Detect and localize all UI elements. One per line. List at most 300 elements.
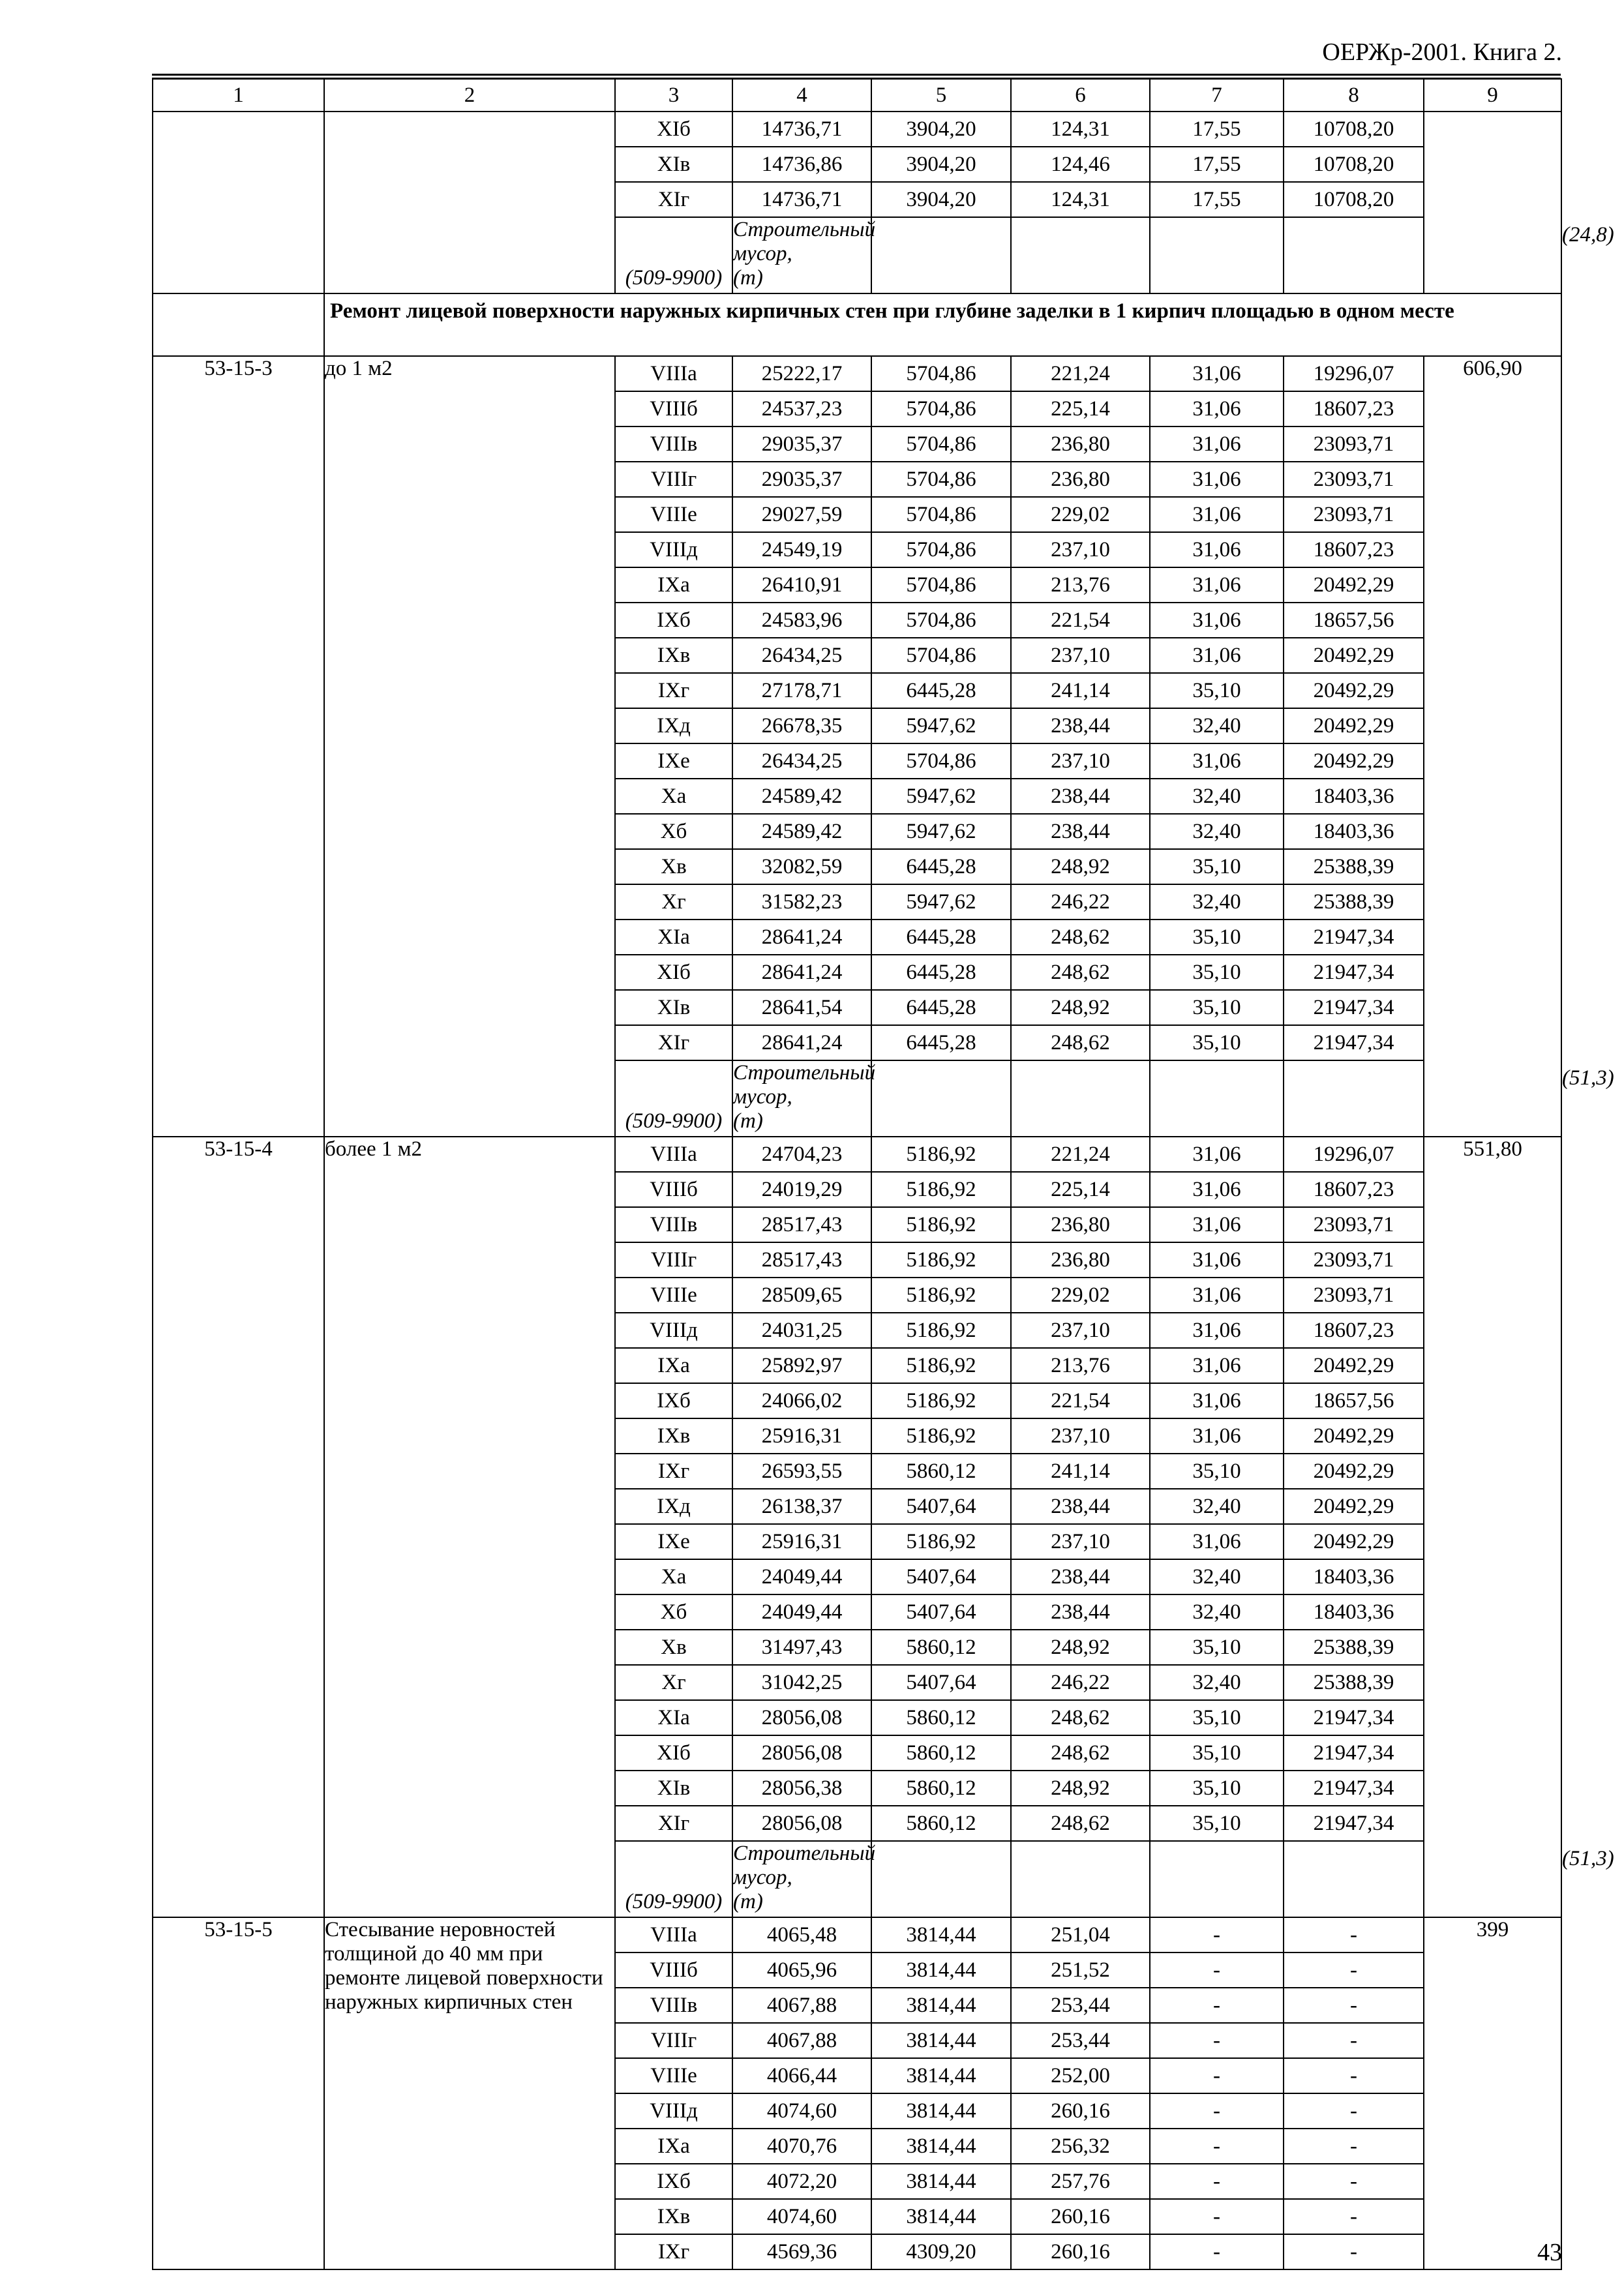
materials-cell: 21947,34 <box>1284 1700 1424 1735</box>
rate-code-cell <box>153 112 324 293</box>
materials-cell: 18403,36 <box>1284 814 1424 849</box>
machine-cost-cell: 221,24 <box>1011 1137 1150 1172</box>
rate-class-cell: VIIIг <box>615 2023 732 2058</box>
rate-class-cell: Xг <box>615 1665 732 1700</box>
wages-cell: 5186,92 <box>871 1172 1011 1207</box>
materials-cell: 23093,71 <box>1284 497 1424 532</box>
work-description-cell: до 1 м2 <box>324 356 615 1137</box>
rate-class-cell: IXе <box>615 1524 732 1559</box>
total-cost-cell: 4066,44 <box>732 2058 871 2093</box>
materials-cell: 20492,29 <box>1284 567 1424 603</box>
materials-cell: 18403,36 <box>1284 779 1424 814</box>
debris-code: (509-9900) <box>615 1841 732 1917</box>
machinist-wages-cell: 31,06 <box>1150 426 1284 462</box>
machine-cost-cell: 248,92 <box>1011 1630 1150 1665</box>
machinist-wages-cell: 32,40 <box>1150 1559 1284 1594</box>
rate-class-cell: IXа <box>615 2129 732 2164</box>
machinist-wages-cell: 35,10 <box>1150 849 1284 884</box>
rate-class-cell: XIв <box>615 147 732 182</box>
total-cost-cell: 24589,42 <box>732 814 871 849</box>
wages-cell: 5704,86 <box>871 638 1011 673</box>
total-cost-cell: 25916,31 <box>732 1418 871 1454</box>
rate-class-cell: IXг <box>615 2234 732 2269</box>
total-cost-cell: 24583,96 <box>732 603 871 638</box>
rate-class-cell: Xб <box>615 814 732 849</box>
machine-cost-cell: 238,44 <box>1011 814 1150 849</box>
total-cost-cell: 4065,48 <box>732 1917 871 1952</box>
total-cost-cell: 14736,71 <box>732 112 871 147</box>
work-description-cell: более 1 м2 <box>324 1137 615 1917</box>
rate-class-cell: IXг <box>615 673 732 708</box>
machine-cost-cell: 248,62 <box>1011 1806 1150 1841</box>
wages-cell: 5704,86 <box>871 532 1011 567</box>
wages-cell: 5407,64 <box>871 1559 1011 1594</box>
machine-cost-cell: 236,80 <box>1011 1207 1150 1242</box>
total-cost-cell: 24019,29 <box>732 1172 871 1207</box>
machinist-wages-cell: 35,10 <box>1150 1700 1284 1735</box>
wages-cell: 3814,44 <box>871 1988 1011 2023</box>
debris-label <box>732 1060 876 1137</box>
rate-class-cell: VIIIе <box>615 497 732 532</box>
rate-class-cell: VIIIд <box>615 2093 732 2129</box>
materials-cell: 20492,29 <box>1284 1489 1424 1524</box>
rate-class-cell: XIа <box>615 920 732 955</box>
machine-cost-cell: 252,00 <box>1011 2058 1150 2093</box>
rate-class-cell: VIIIд <box>615 532 732 567</box>
rate-class-cell: XIа <box>615 1700 732 1735</box>
wages-cell: 4309,20 <box>871 2234 1011 2269</box>
total-cost-cell: 26434,25 <box>732 743 871 779</box>
wages-cell: 3814,44 <box>871 2058 1011 2093</box>
work-description-cell: Стесывание неровностей толщиной до 40 мм при ремонте лицевой поверхности наружных кирпичных стен <box>324 1917 615 2269</box>
rate-class-cell: IXв <box>615 2199 732 2234</box>
empty-cell <box>1284 1841 1424 1917</box>
wages-cell: 5947,62 <box>871 708 1011 743</box>
materials-cell: 21947,34 <box>1284 1735 1424 1771</box>
machinist-wages-cell: 31,06 <box>1150 1278 1284 1313</box>
rate-class-cell: VIIIд <box>615 1313 732 1348</box>
machinist-wages-cell: 31,06 <box>1150 1348 1284 1383</box>
total-cost-cell: 26593,55 <box>732 1454 871 1489</box>
wages-cell: 3814,44 <box>871 2093 1011 2129</box>
wages-cell: 5704,86 <box>871 567 1011 603</box>
machine-cost-cell: 213,76 <box>1011 1348 1150 1383</box>
rate-class-cell: Xв <box>615 849 732 884</box>
column-number: 2 <box>324 79 615 112</box>
materials-cell: - <box>1284 2129 1424 2164</box>
rate-class-cell: VIIIа <box>615 1917 732 1952</box>
materials-cell: 10708,20 <box>1284 182 1424 217</box>
total-cost-cell: 26410,91 <box>732 567 871 603</box>
rate-class-cell: IXб <box>615 2164 732 2199</box>
machinist-wages-cell: 31,06 <box>1150 356 1284 391</box>
total-cost-cell: 14736,71 <box>732 182 871 217</box>
machine-cost-cell: 248,62 <box>1011 1025 1150 1060</box>
machinist-wages-cell: 35,10 <box>1150 1806 1284 1841</box>
column-number: 7 <box>1150 79 1284 112</box>
wages-cell: 5860,12 <box>871 1630 1011 1665</box>
rate-class-cell: IXд <box>615 708 732 743</box>
wages-cell: 3814,44 <box>871 2129 1011 2164</box>
wages-cell: 3814,44 <box>871 2164 1011 2199</box>
materials-cell: 25388,39 <box>1284 884 1424 920</box>
machinist-wages-cell: - <box>1150 2234 1284 2269</box>
materials-cell: 25388,39 <box>1284 1665 1424 1700</box>
rate-class-cell: XIг <box>615 182 732 217</box>
rate-class-cell: IXв <box>615 638 732 673</box>
machinist-wages-cell: 35,10 <box>1150 673 1284 708</box>
machine-cost-cell: 238,44 <box>1011 1594 1150 1630</box>
materials-cell: 23093,71 <box>1284 1242 1424 1278</box>
machine-cost-cell: 238,44 <box>1011 1559 1150 1594</box>
total-cost-cell: 14736,86 <box>732 147 871 182</box>
materials-cell: 21947,34 <box>1284 1771 1424 1806</box>
debris-label-text: Строительный мусор, <box>733 218 876 265</box>
machine-cost-cell: 246,22 <box>1011 1665 1150 1700</box>
materials-cell: - <box>1284 2199 1424 2234</box>
machine-cost-cell: 241,14 <box>1011 1454 1150 1489</box>
materials-cell: 23093,71 <box>1284 1278 1424 1313</box>
rate-class-cell: VIIIб <box>615 1952 732 1988</box>
machine-cost-cell: 248,92 <box>1011 990 1150 1025</box>
total-cost-cell: 4067,88 <box>732 2023 871 2058</box>
total-cost-cell: 26138,37 <box>732 1489 871 1524</box>
machine-cost-cell: 238,44 <box>1011 708 1150 743</box>
machinist-wages-cell: 31,06 <box>1150 567 1284 603</box>
machinist-wages-cell: 31,06 <box>1150 497 1284 532</box>
total-cost-cell: 4569,36 <box>732 2234 871 2269</box>
machinist-wages-cell: - <box>1150 1952 1284 1988</box>
wages-cell: 5186,92 <box>871 1418 1011 1454</box>
total-cost-cell: 28641,54 <box>732 990 871 1025</box>
materials-cell: 21947,34 <box>1284 990 1424 1025</box>
column-number: 3 <box>615 79 732 112</box>
machinist-wages-cell: 32,40 <box>1150 1594 1284 1630</box>
machinist-wages-cell: 31,06 <box>1150 1524 1284 1559</box>
materials-cell: 18403,36 <box>1284 1594 1424 1630</box>
wages-cell: 6445,28 <box>871 990 1011 1025</box>
wages-cell: 5407,64 <box>871 1665 1011 1700</box>
materials-cell: 10708,20 <box>1284 112 1424 147</box>
wages-cell: 5186,92 <box>871 1524 1011 1559</box>
machine-cost-cell: 225,14 <box>1011 1172 1150 1207</box>
wages-cell: 5407,64 <box>871 1594 1011 1630</box>
total-cost-cell: 26434,25 <box>732 638 871 673</box>
rate-class-cell: XIв <box>615 1771 732 1806</box>
machinist-wages-cell: 32,40 <box>1150 814 1284 849</box>
machine-cost-cell: 260,16 <box>1011 2234 1150 2269</box>
labor-cost-cell: 606,90 <box>1424 356 1561 1137</box>
total-cost-cell: 4065,96 <box>732 1952 871 1988</box>
total-cost-cell: 28056,08 <box>732 1735 871 1771</box>
materials-cell: 20492,29 <box>1284 1348 1424 1383</box>
wages-cell: 6445,28 <box>871 1025 1011 1060</box>
wages-cell: 5704,86 <box>871 462 1011 497</box>
machinist-wages-cell: 31,06 <box>1150 1242 1284 1278</box>
rate-class-cell: IXе <box>615 743 732 779</box>
total-cost-cell: 28509,65 <box>732 1278 871 1313</box>
wages-cell: 5704,86 <box>871 356 1011 391</box>
materials-cell: 18607,23 <box>1284 391 1424 426</box>
rate-class-cell: VIIIг <box>615 1242 732 1278</box>
wages-cell: 5186,92 <box>871 1242 1011 1278</box>
column-number: 4 <box>732 79 871 112</box>
column-number-row <box>153 79 1561 112</box>
total-cost-cell: 24066,02 <box>732 1383 871 1418</box>
debris-label <box>732 1841 876 1917</box>
rate-class-cell: VIIIг <box>615 462 732 497</box>
rate-class-cell: VIIIб <box>615 1172 732 1207</box>
machine-cost-cell: 238,44 <box>1011 779 1150 814</box>
total-cost-cell: 4074,60 <box>732 2093 871 2129</box>
machinist-wages-cell: - <box>1150 2093 1284 2129</box>
column-number: 9 <box>1424 79 1561 112</box>
rate-class-cell: Xг <box>615 884 732 920</box>
rate-class-cell: XIг <box>615 1025 732 1060</box>
machinist-wages-cell: 31,06 <box>1150 532 1284 567</box>
total-cost-cell: 31497,43 <box>732 1630 871 1665</box>
wages-cell: 3904,20 <box>871 182 1011 217</box>
total-cost-cell: 29035,37 <box>732 426 871 462</box>
empty-cell <box>871 217 1011 293</box>
machine-cost-cell: 238,44 <box>1011 1489 1150 1524</box>
machinist-wages-cell: 32,40 <box>1150 1489 1284 1524</box>
wages-cell: 5407,64 <box>871 1489 1011 1524</box>
column-number: 6 <box>1011 79 1150 112</box>
materials-cell: 18607,23 <box>1284 1172 1424 1207</box>
machinist-wages-cell: 32,40 <box>1150 884 1284 920</box>
machinist-wages-cell: 35,10 <box>1150 955 1284 990</box>
wages-cell: 3814,44 <box>871 2023 1011 2058</box>
total-cost-cell: 28517,43 <box>732 1242 871 1278</box>
debris-label <box>732 217 876 293</box>
materials-cell: 18657,56 <box>1284 1383 1424 1418</box>
rate-class-cell: XIб <box>615 112 732 147</box>
wages-cell: 5186,92 <box>871 1383 1011 1418</box>
machinist-wages-cell: - <box>1150 1917 1284 1952</box>
machine-cost-cell: 236,80 <box>1011 1242 1150 1278</box>
empty-cell <box>1011 1841 1150 1917</box>
total-cost-cell: 27178,71 <box>732 673 871 708</box>
machine-cost-cell: 248,62 <box>1011 1700 1150 1735</box>
machine-cost-cell: 124,31 <box>1011 112 1150 147</box>
materials-cell: 23093,71 <box>1284 1207 1424 1242</box>
wages-cell: 5704,86 <box>871 497 1011 532</box>
machine-cost-cell: 213,76 <box>1011 567 1150 603</box>
machinist-wages-cell: 31,06 <box>1150 603 1284 638</box>
materials-cell: 19296,07 <box>1284 356 1424 391</box>
rate-class-cell: VIIIа <box>615 1137 732 1172</box>
rates-table-body <box>153 79 1614 2269</box>
machinist-wages-cell: 35,10 <box>1150 990 1284 1025</box>
total-cost-cell: 28641,24 <box>732 955 871 990</box>
materials-cell: 21947,34 <box>1284 1025 1424 1060</box>
debris-code: (509-9900) <box>615 1060 732 1137</box>
rate-class-cell: Xа <box>615 779 732 814</box>
machinist-wages-cell: - <box>1150 2129 1284 2164</box>
materials-cell: 18657,56 <box>1284 603 1424 638</box>
rate-class-cell: IXа <box>615 1348 732 1383</box>
rate-code-cell: 53-15-5 <box>153 1917 324 2269</box>
materials-cell: - <box>1284 1988 1424 2023</box>
machine-cost-cell: 246,22 <box>1011 884 1150 920</box>
empty-cell <box>1011 1060 1150 1137</box>
debris-unit: (т) <box>733 266 763 290</box>
machine-cost-cell: 248,92 <box>1011 849 1150 884</box>
rate-class-cell: VIIIе <box>615 2058 732 2093</box>
total-cost-cell: 4072,20 <box>732 2164 871 2199</box>
machinist-wages-cell: - <box>1150 1988 1284 2023</box>
machinist-wages-cell: 35,10 <box>1150 1454 1284 1489</box>
materials-cell: - <box>1284 1917 1424 1952</box>
materials-cell: 25388,39 <box>1284 849 1424 884</box>
materials-cell: 25388,39 <box>1284 1630 1424 1665</box>
wages-cell: 5704,86 <box>871 391 1011 426</box>
total-cost-cell: 24031,25 <box>732 1313 871 1348</box>
machinist-wages-cell: 35,10 <box>1150 1630 1284 1665</box>
total-cost-cell: 28056,08 <box>732 1700 871 1735</box>
machine-cost-cell: 251,52 <box>1011 1952 1150 1988</box>
rate-class-cell: XIв <box>615 990 732 1025</box>
total-cost-cell: 25916,31 <box>732 1524 871 1559</box>
rate-class-cell: VIIIе <box>615 1278 732 1313</box>
wages-cell: 5186,92 <box>871 1207 1011 1242</box>
machine-cost-cell: 251,04 <box>1011 1917 1150 1952</box>
materials-cell: - <box>1284 2023 1424 2058</box>
materials-cell: 21947,34 <box>1284 1806 1424 1841</box>
total-cost-cell: 28641,24 <box>732 920 871 955</box>
machinist-wages-cell: 31,06 <box>1150 1172 1284 1207</box>
machine-cost-cell: 237,10 <box>1011 1524 1150 1559</box>
machinist-wages-cell: - <box>1150 2023 1284 2058</box>
machine-cost-cell: 248,62 <box>1011 1735 1150 1771</box>
materials-cell: 18403,36 <box>1284 1559 1424 1594</box>
column-number: 1 <box>153 79 324 112</box>
machinist-wages-cell: 31,06 <box>1150 1207 1284 1242</box>
total-cost-cell: 24589,42 <box>732 779 871 814</box>
empty-cell <box>1284 217 1424 293</box>
total-cost-cell: 4074,60 <box>732 2199 871 2234</box>
page-number: 43 <box>1537 2239 1562 2266</box>
rate-class-cell: VIIIб <box>615 391 732 426</box>
materials-cell: 10708,20 <box>1284 147 1424 182</box>
materials-cell: 19296,07 <box>1284 1137 1424 1172</box>
wages-cell: 5947,62 <box>871 779 1011 814</box>
materials-cell: 20492,29 <box>1284 1454 1424 1489</box>
empty-cell <box>1284 1060 1424 1137</box>
machine-cost-cell: 241,14 <box>1011 673 1150 708</box>
materials-cell: 18607,23 <box>1284 1313 1424 1348</box>
total-cost-cell: 25892,97 <box>732 1348 871 1383</box>
machine-cost-cell: 260,16 <box>1011 2093 1150 2129</box>
materials-cell: 20492,29 <box>1284 638 1424 673</box>
total-cost-cell: 24549,19 <box>732 532 871 567</box>
materials-cell: 20492,29 <box>1284 673 1424 708</box>
machine-cost-cell: 253,44 <box>1011 1988 1150 2023</box>
rate-class-cell: XIб <box>615 1735 732 1771</box>
machinist-wages-cell: 35,10 <box>1150 1735 1284 1771</box>
materials-cell: 23093,71 <box>1284 462 1424 497</box>
total-cost-cell: 28056,08 <box>732 1806 871 1841</box>
table-row <box>153 112 1561 147</box>
machine-cost-cell: 256,32 <box>1011 2129 1150 2164</box>
machine-cost-cell: 248,62 <box>1011 955 1150 990</box>
wages-cell: 5860,12 <box>871 1735 1011 1771</box>
rate-class-cell: Xв <box>615 1630 732 1665</box>
total-cost-cell: 29027,59 <box>732 497 871 532</box>
total-cost-cell: 31042,25 <box>732 1665 871 1700</box>
wages-cell: 5704,86 <box>871 603 1011 638</box>
rate-class-cell: IXб <box>615 1383 732 1418</box>
machinist-wages-cell: 31,06 <box>1150 391 1284 426</box>
machinist-wages-cell: 35,10 <box>1150 920 1284 955</box>
wages-cell: 3904,20 <box>871 112 1011 147</box>
total-cost-cell: 28641,24 <box>732 1025 871 1060</box>
total-cost-cell: 24537,23 <box>732 391 871 426</box>
work-description-cell <box>324 112 615 293</box>
rate-class-cell: Xа <box>615 1559 732 1594</box>
total-cost-cell: 26678,35 <box>732 708 871 743</box>
machinist-wages-cell: 31,06 <box>1150 1418 1284 1454</box>
machinist-wages-cell: 35,10 <box>1150 1025 1284 1060</box>
empty-cell <box>1150 1841 1284 1917</box>
rate-class-cell: IXг <box>615 1454 732 1489</box>
empty-cell <box>871 1060 1011 1137</box>
total-cost-cell: 29035,37 <box>732 462 871 497</box>
header-rule <box>152 74 1561 76</box>
rate-class-cell: IXб <box>615 603 732 638</box>
rates-table <box>152 78 1614 2270</box>
wages-cell: 6445,28 <box>871 920 1011 955</box>
total-cost-cell: 25222,17 <box>732 356 871 391</box>
machinist-wages-cell: 17,55 <box>1150 147 1284 182</box>
machine-cost-cell: 225,14 <box>1011 391 1150 426</box>
materials-cell: 20492,29 <box>1284 743 1424 779</box>
machinist-wages-cell: 31,06 <box>1150 1137 1284 1172</box>
debris-label-text: Строительный мусор, <box>733 1061 876 1109</box>
machine-cost-cell: 237,10 <box>1011 1313 1150 1348</box>
wages-cell: 6445,28 <box>871 849 1011 884</box>
wages-cell: 5947,62 <box>871 884 1011 920</box>
wages-cell: 5186,92 <box>871 1137 1011 1172</box>
wages-cell: 6445,28 <box>871 955 1011 990</box>
machine-cost-cell: 237,10 <box>1011 638 1150 673</box>
wages-cell: 3814,44 <box>871 1917 1011 1952</box>
machinist-wages-cell: - <box>1150 2199 1284 2234</box>
total-cost-cell: 24704,23 <box>732 1137 871 1172</box>
total-cost-cell: 32082,59 <box>732 849 871 884</box>
wages-cell: 5186,92 <box>871 1313 1011 1348</box>
total-cost-cell: 24049,44 <box>732 1594 871 1630</box>
machine-cost-cell: 257,76 <box>1011 2164 1150 2199</box>
labor-cost-cell <box>1424 112 1561 293</box>
machine-cost-cell: 248,92 <box>1011 1771 1150 1806</box>
rate-class-cell: VIIIв <box>615 426 732 462</box>
materials-cell: - <box>1284 1952 1424 1988</box>
debris-row: (509-9900) Строительный мусор, (т) (51,3) <box>153 1841 1561 1917</box>
rate-code-cell: 53-15-4 <box>153 1137 324 1917</box>
wages-cell: 3814,44 <box>871 2199 1011 2234</box>
machinist-wages-cell: 31,06 <box>1150 638 1284 673</box>
machine-cost-cell: 236,80 <box>1011 462 1150 497</box>
empty-cell <box>153 293 324 356</box>
table-row <box>153 1917 1561 1952</box>
rate-class-cell: IXд <box>615 1489 732 1524</box>
machinist-wages-cell: 32,40 <box>1150 1665 1284 1700</box>
debris-unit: (т) <box>733 1890 763 1913</box>
wages-cell: 5860,12 <box>871 1806 1011 1841</box>
materials-cell: - <box>1284 2164 1424 2199</box>
